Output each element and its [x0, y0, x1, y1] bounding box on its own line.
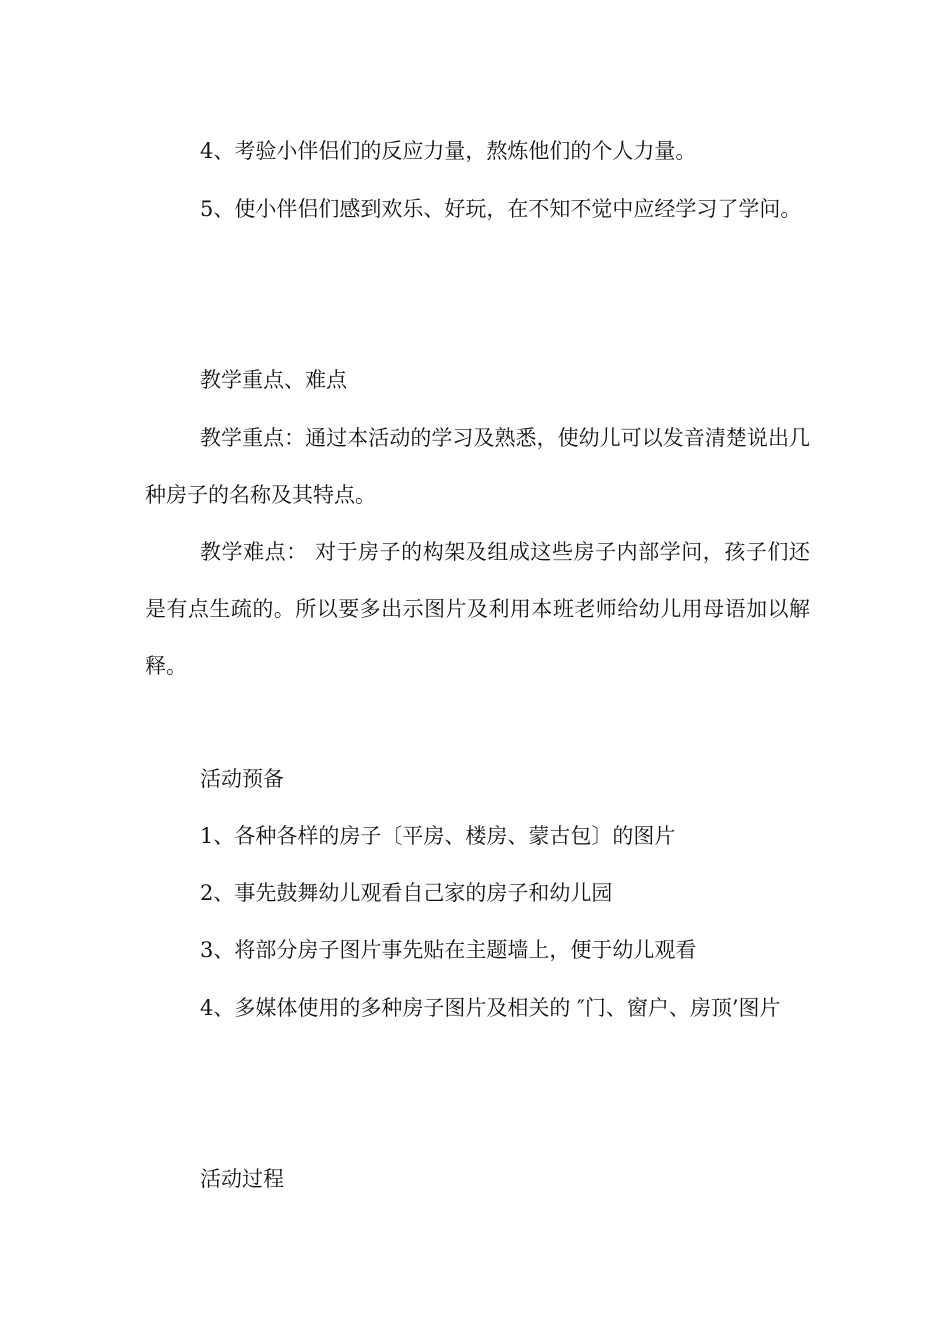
goal-item-4: 4、考验小伴侣们的反应力量，熬炼他们的个人力量。 — [200, 139, 697, 163]
process-heading: 活动过程 — [200, 1167, 284, 1191]
key-points-heading: 教学重点、难点 — [200, 368, 347, 392]
preparation-item-2: 2、事先鼓舞幼儿观看自己家的房子和幼儿园 — [200, 881, 613, 905]
preparation-item-1: 1、各种各样的房子〔平房、楼房、蒙古包〕的图片 — [200, 824, 676, 848]
preparation-heading: 活动预备 — [200, 767, 284, 791]
preparation-item-3: 3、将部分房子图片事先贴在主题墙上，便于幼儿观看 — [200, 938, 697, 962]
teaching-difficulty: 教学难点： 对于房子的构架及组成这些房子内部学问，孩子们还是有点生疏的。所以要多出示图片及利用本班老师给幼儿用母语加以解释。 — [145, 540, 810, 678]
preparation-item-4: 4、多媒体使用的多种房子图片及相关的 ″门、窗户、房顶’图片 — [200, 996, 781, 1020]
goal-item-5: 5、使小伴侣们感到欢乐、好玩，在不知不觉中应经学习了学问。 — [200, 197, 802, 221]
teaching-focus: 教学重点：通过本活动的学习及熟悉，使幼儿可以发音清楚说出几种房子的名称及其特点。 — [145, 426, 810, 507]
